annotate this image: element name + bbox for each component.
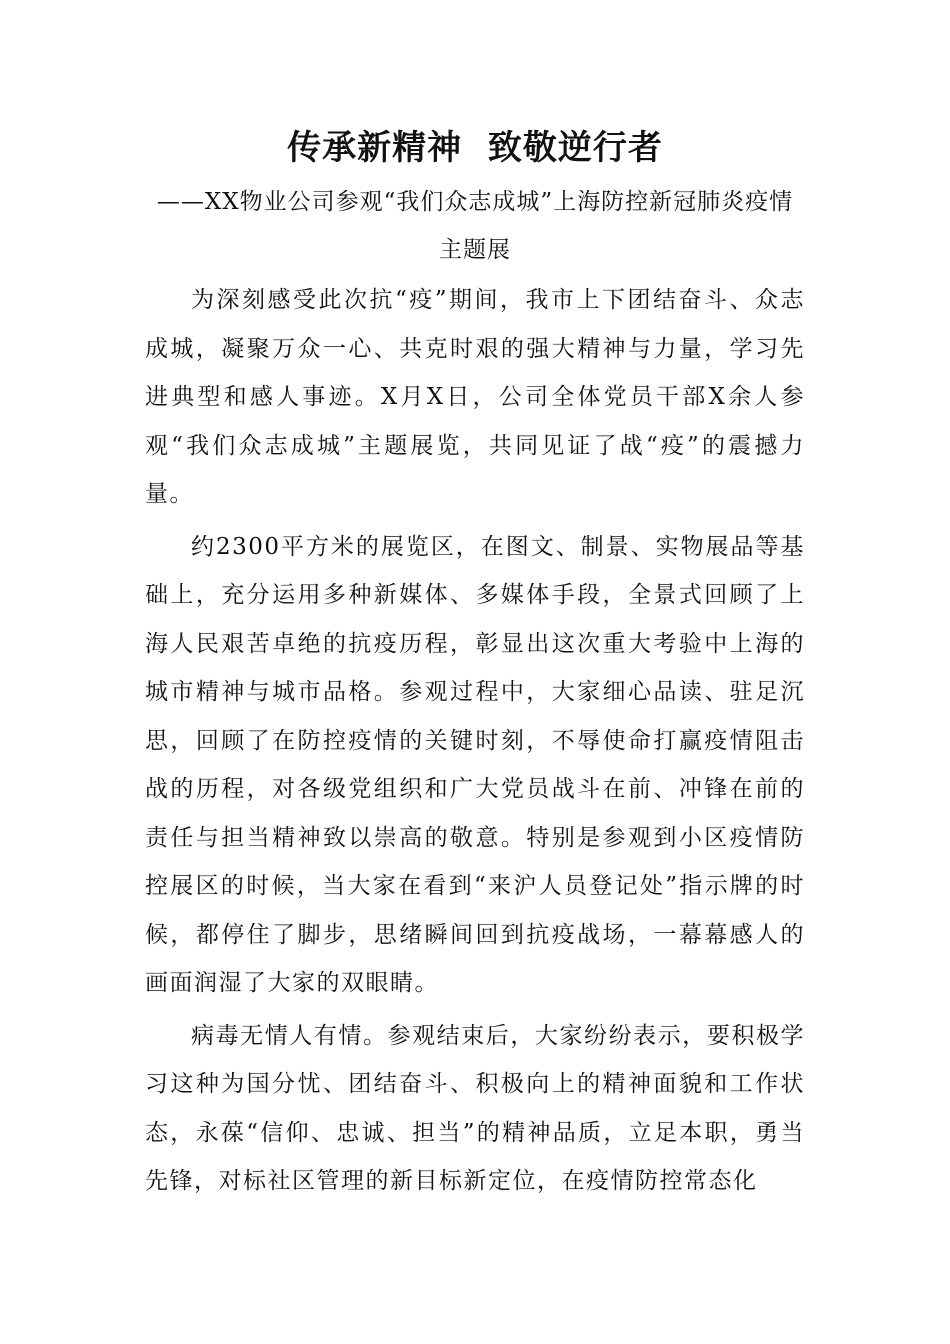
body-paragraph: 约2300平方米的展览区，在图文、制景、实物展品等基础上，充分运用多种新媒体、多媒体手段，全景式回顾了上海人民艰苦卓绝的抗疫历程，彰显出这次重大考验中上海的城市精神与城市品格。参观过程中，大家细心品读、驻足沉思，回顾了在防控疫情的关键时刻，不辱使命打赢疫情阻击战的历程，对各级党组织和广大党员战斗在前、冲锋在前的责任与担当精神致以崇高的敬意。特别是参观到小区疫情防控展区的时候，当大家在看到“来沪人员登记处”指示牌的时候，都停住了脚步，思绪瞬间回到抗疫战场，一幕幕感人的画面润湿了大家的双眼睛。: [145, 533, 805, 996]
body-paragraph: 病毒无情人有情。参观结束后，大家纷纷表示，要积极学习这种为国分忧、团结奋斗、积极向上的精神面貌和工作状态，永葆“信仰、忠诚、担当”的精神品质，立足本职，勇当先锋，对标社区管理的新目标新定位，在疫情防控常态化: [145, 1022, 805, 1194]
document-title: 传承新精神 致敬逆行者: [287, 128, 663, 168]
document-subtitle: ——XX物业公司参观“我们众志成城”上海防控新冠肺炎疫情主题展: [156, 189, 794, 263]
body-paragraph: 为深刻感受此次抗“疫”期间，我市上下团结奋斗、众志成城，凝聚万众一心、共克时艰的强大精神与力量，学习先进典型和感人事迹。X月X日，公司全体党员干部X余人参观“我们众志成城”主题展览，共同见证了战“疫”的震撼力量。: [145, 287, 805, 507]
document-body: [145, 276, 805, 1210]
